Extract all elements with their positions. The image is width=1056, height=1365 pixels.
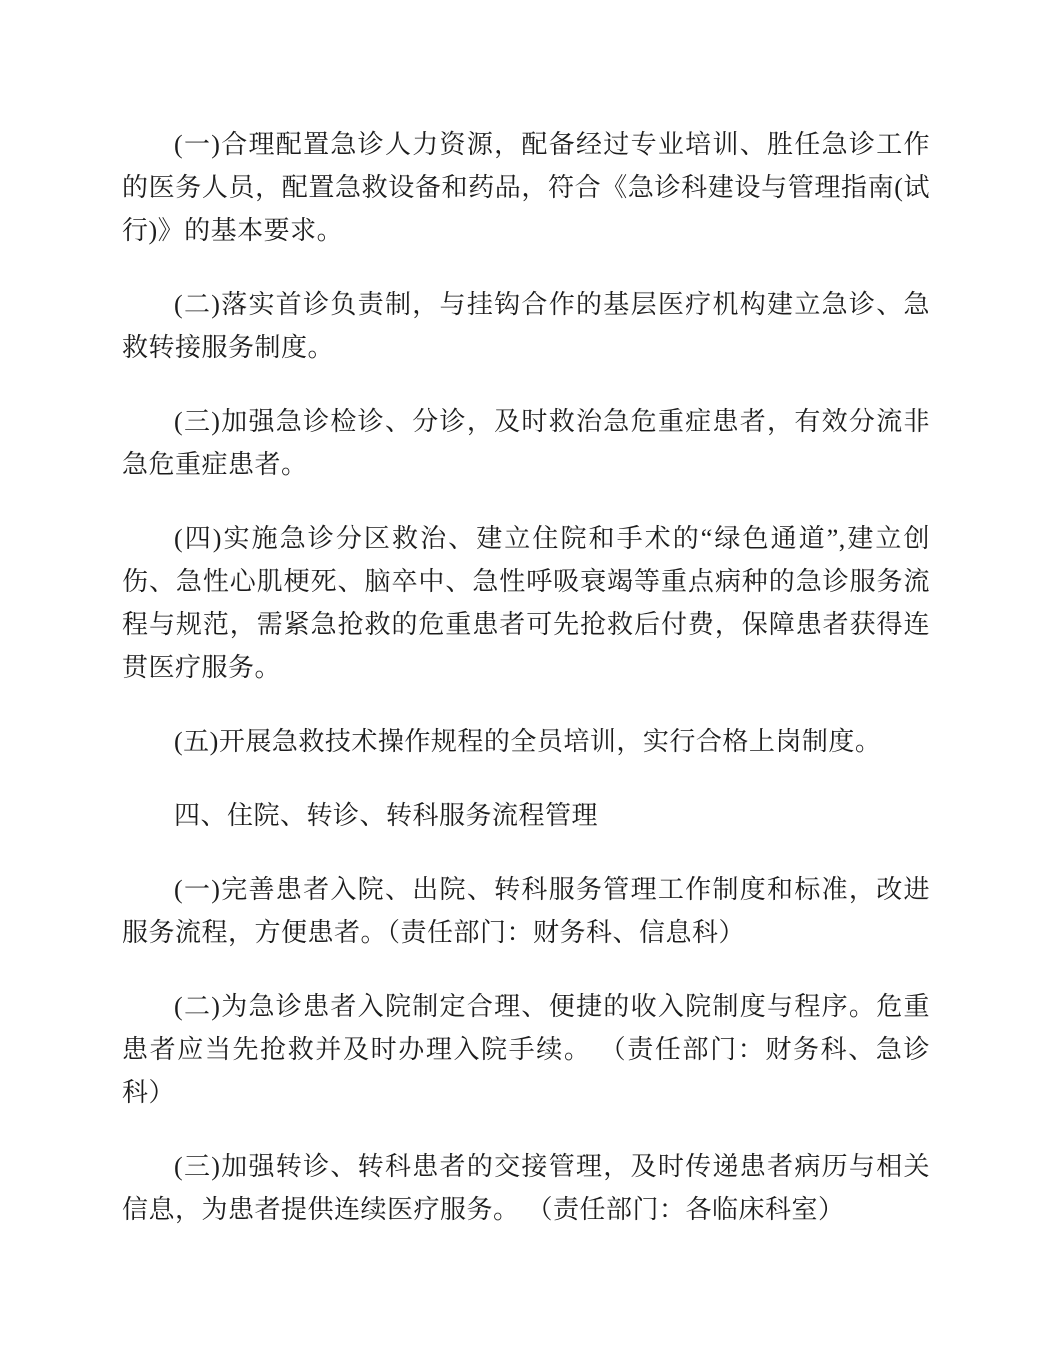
section-heading-4: 四、住院、转诊、转科服务流程管理 <box>174 801 599 830</box>
paragraph-item-4-2: (二)为急诊患者入院制定合理、便捷的收入院制度与程序。危重患者应当先抢救并及时办理入院手续。 （责任部门：财务科、急诊科） <box>122 992 930 1107</box>
paragraph-item-3-3: (三)加强急诊检诊、分诊，及时救治急危重症患者，有效分流非急危重症患者。 <box>122 407 930 479</box>
paragraph-item-4-3: (三)加强转诊、转科患者的交接管理，及时传递患者病历与相关信息，为患者提供连续医疗服务。 （责任部门：各临床科室） <box>122 1152 930 1224</box>
paragraph-item-3-5: (五)开展急救技术操作规程的全员培训，实行合格上岗制度。 <box>174 727 882 756</box>
document-body <box>122 123 930 1231</box>
paragraph-item-3-2: (二)落实首诊负责制，与挂钩合作的基层医疗机构建立急诊、急救转接服务制度。 <box>122 290 930 362</box>
paragraph-item-4-1: (一)完善患者入院、出院、转科服务管理工作制度和标准，改进服务流程，方便患者。（责任部门：财务科、信息科） <box>122 875 930 947</box>
paragraph-item-3-1: (一)合理配置急诊人力资源，配备经过专业培训、胜任急诊工作的医务人员，配置急救设备和药品，符合《急诊科建设与管理指南(试行)》的基本要求。 <box>122 130 930 245</box>
paragraph-item-3-4: (四)实施急诊分区救治、建立住院和手术的“绿色通道”,建立创伤、急性心肌梗死、脑卒中、急性呼吸衰竭等重点病种的急诊服务流程与规范，需紧急抢救的危重患者可先抢救后付费，保障患者获得连贯医疗服务。 <box>122 524 930 682</box>
